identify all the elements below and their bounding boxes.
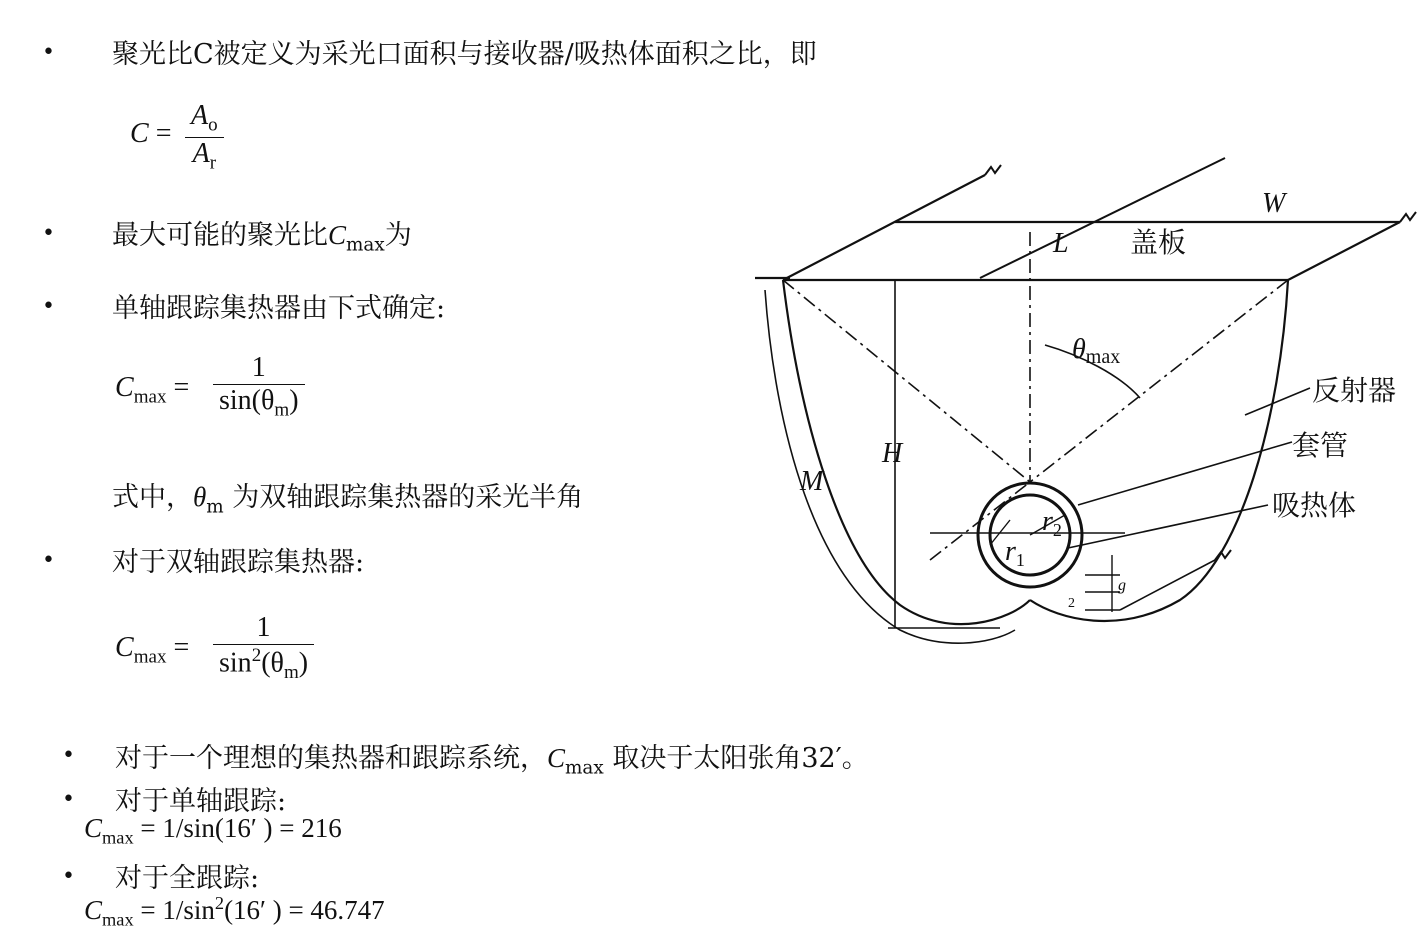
- label-absorber: 吸热体: [1272, 491, 1357, 522]
- bullet-text-dual-axis: 对于双轴跟踪集热器:: [112, 547, 365, 578]
- leader-reflector: [1245, 388, 1310, 415]
- bullet-dot: •: [42, 548, 55, 573]
- label-tube: 套管: [1292, 431, 1349, 462]
- bullet-dot: •: [62, 787, 75, 812]
- label-theta-max: θmax: [1072, 334, 1121, 368]
- label-l: L: [1053, 228, 1069, 259]
- equation-full-tracking: $C_{max} = 1/\sin^2(16'$ ) = 46.747: [84, 893, 385, 930]
- collector-diagram: [740, 150, 1427, 670]
- label-gap: g: [1118, 577, 1126, 594]
- length-dimension-line: [980, 158, 1225, 278]
- label-reflector: 反射器: [1312, 376, 1397, 407]
- label-m: M: [800, 466, 824, 497]
- bullet-dot: •: [42, 294, 55, 319]
- acceptance-line-right: [1030, 280, 1288, 482]
- bullet-dot: •: [62, 864, 75, 889]
- note-text-half-angle: 式中，$\theta_m$ 为双轴跟踪集热器的采光半角: [112, 482, 584, 518]
- leader-tube: [1078, 442, 1292, 505]
- acceptance-line-left: [783, 280, 1030, 482]
- cover-left-edge: [783, 175, 985, 280]
- label-r2: $r_2$: [1042, 506, 1062, 540]
- bullet-text-definition: 聚光比C被定义为采光口面积与接收器/吸热体面积之比，即: [112, 39, 817, 70]
- bullet-dot: •: [62, 743, 75, 768]
- bullet-text-single-axis: 单轴跟踪集热器由下式确定:: [112, 293, 446, 324]
- bullet-text-full-tracking: 对于全跟踪:: [115, 863, 260, 894]
- label-w: W: [1262, 188, 1286, 219]
- equation-single-tracking: $C_{max} = 1/\sin(16'$ ) = 216: [84, 813, 342, 848]
- bullet-dot: •: [42, 40, 55, 65]
- cover-right-edge: [1288, 222, 1400, 280]
- label-gap-half: 2: [1068, 596, 1075, 611]
- label-r1: $r_1$: [1005, 536, 1025, 570]
- bullet-text-max-ratio: 最大可能的聚光比$C_{max}$为: [112, 220, 412, 256]
- bullet-text-ideal: 对于一个理想的集热器和跟踪系统，$C_{max}$ 取决于太阳张角32′。: [115, 743, 869, 779]
- label-cover: 盖板: [1130, 228, 1187, 259]
- bullet-dot: •: [42, 221, 55, 246]
- leader-absorber: [1068, 505, 1268, 548]
- bullet-text-single-tracking: 对于单轴跟踪:: [115, 786, 287, 817]
- label-h: H: [882, 438, 903, 469]
